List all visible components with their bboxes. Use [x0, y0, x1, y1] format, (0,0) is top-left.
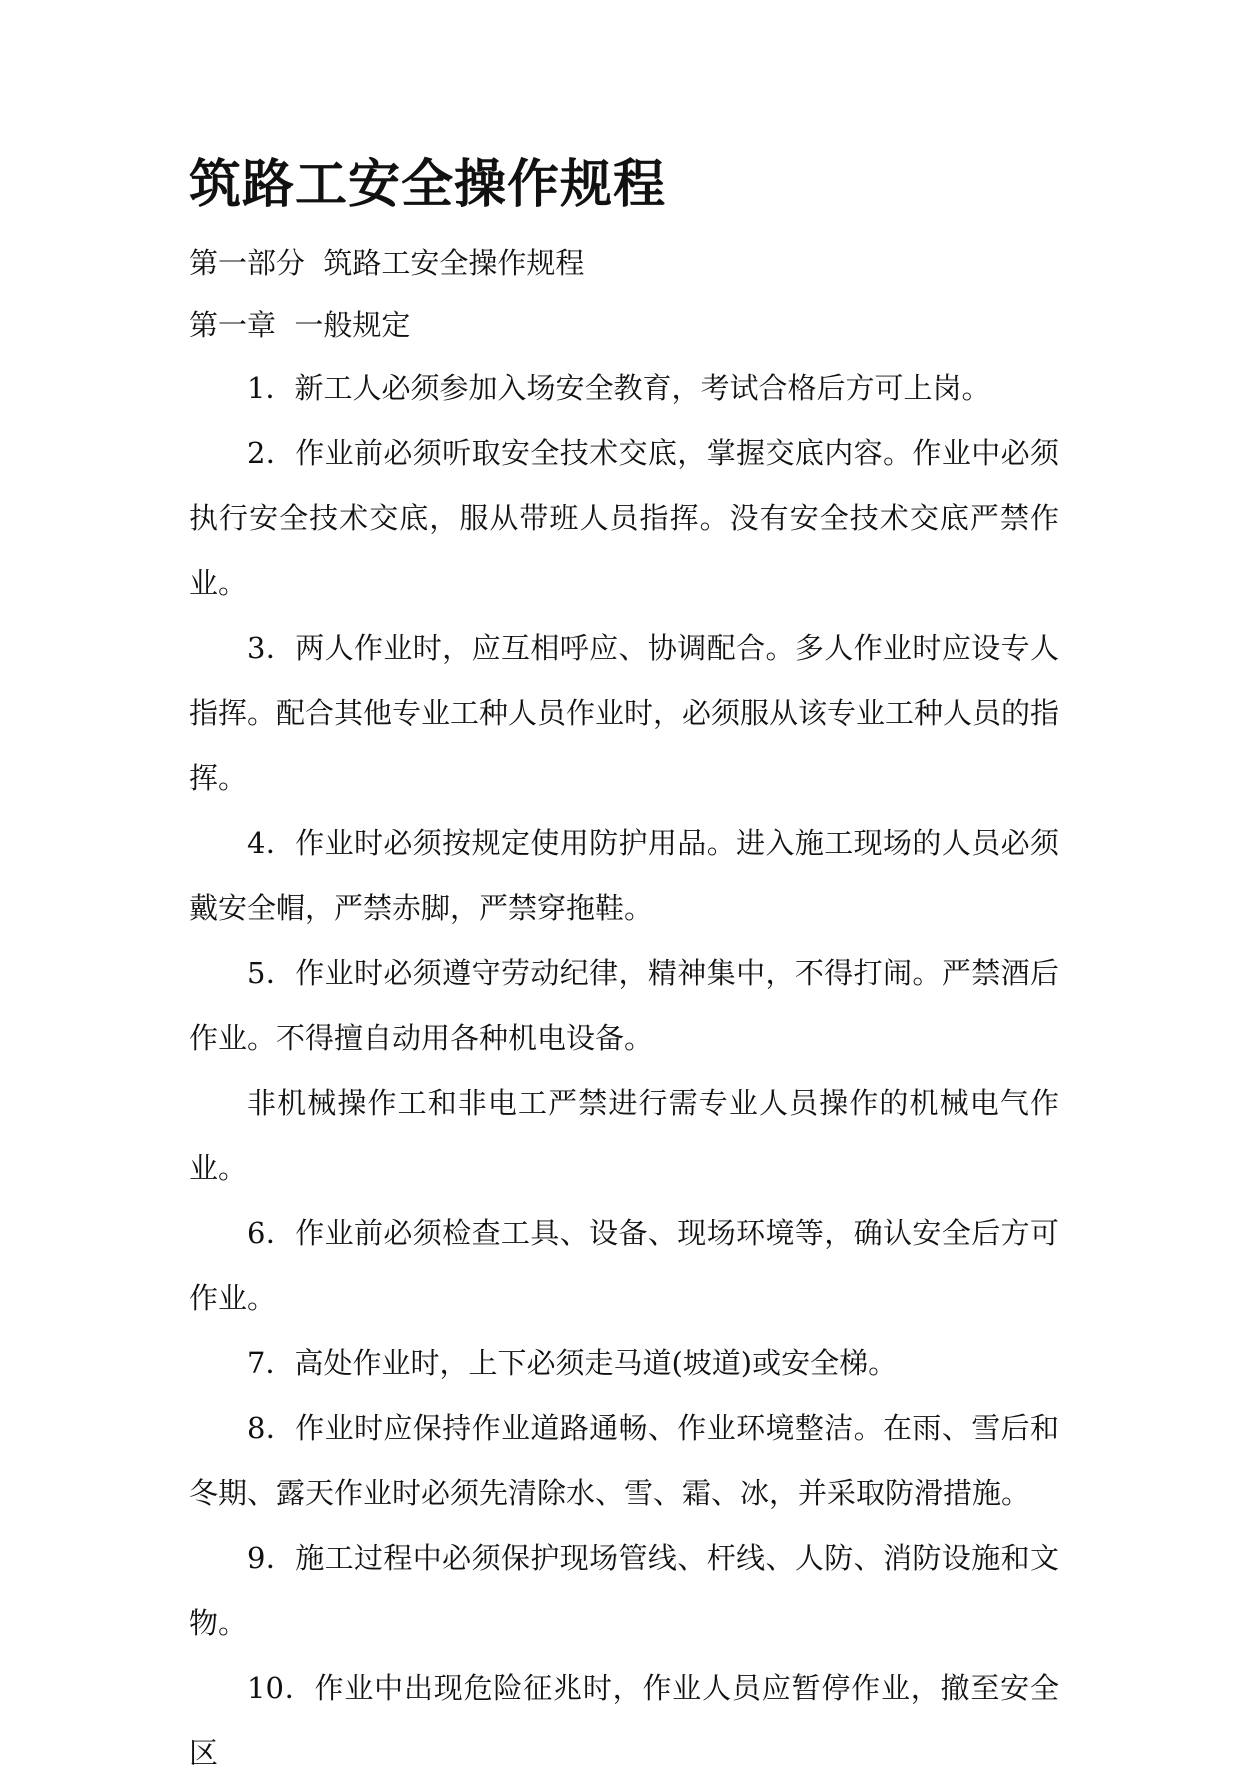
paragraph-5-note: 非机械操作工和非电工严禁进行需专业人员操作的机械电气作业。 — [189, 1086, 1059, 1185]
paragraph-9: 9．施工过程中必须保护现场管线、杆线、人防、消防设施和文物。 — [189, 1541, 1059, 1640]
paragraph-5: 5．作业时必须遵守劳动纪律，精神集中，不得打闹。严禁酒后作业。不得擅自动用各种机电设备。 — [189, 956, 1059, 1055]
chapter-heading: 第一章 一般规定 — [189, 308, 411, 342]
paragraph-6: 6．作业前必须检查工具、设备、现场环境等，确认安全后方可作业。 — [189, 1216, 1059, 1315]
document-title: 筑路工安全操作规程 — [189, 154, 667, 215]
paragraph-10: 10．作业中出现危险征兆时，作业人员应暂停作业，撤至安全区 — [189, 1671, 1059, 1770]
part-heading: 第一部分 筑路工安全操作规程 — [189, 246, 585, 280]
paragraph-1: 1．新工人必须参加入场安全教育，考试合格后方可上岗。 — [247, 371, 991, 405]
paragraph-2: 2．作业前必须听取安全技术交底，掌握交底内容。作业中必须执行安全技术交底，服从带班人员指挥。没有安全技术交底严禁作业。 — [189, 436, 1059, 600]
paragraph-8: 8．作业时应保持作业道路通畅、作业环境整洁。在雨、雪后和冬期、露天作业时必须先清除水、雪、霜、冰，并采取防滑措施。 — [189, 1411, 1059, 1510]
paragraph-7: 7．高处作业时，上下必须走马道(坡道)或安全梯。 — [247, 1346, 898, 1380]
paragraph-4: 4．作业时必须按规定使用防护用品。进入施工现场的人员必须戴安全帽，严禁赤脚，严禁穿拖鞋。 — [189, 826, 1059, 925]
paragraph-3: 3．两人作业时，应互相呼应、协调配合。多人作业时应设专人指挥。配合其他专业工种人员作业时，必须服从该专业工种人员的指挥。 — [189, 631, 1060, 795]
document-body — [189, 150, 1059, 1786]
